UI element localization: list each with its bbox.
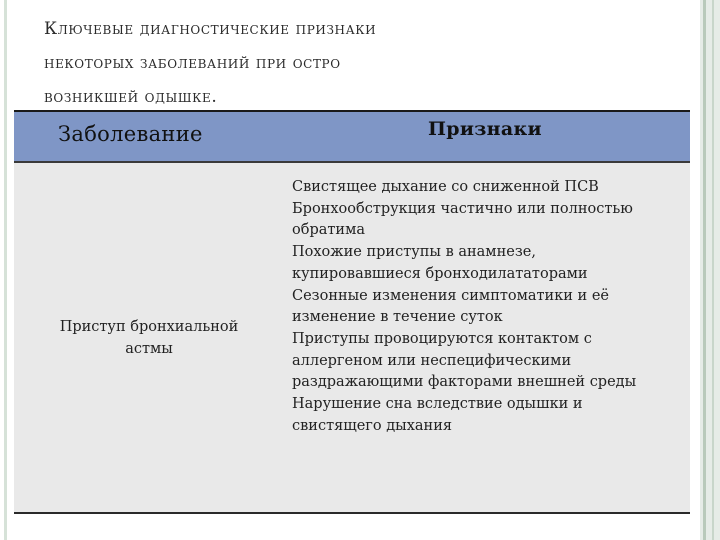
sign-line: аллергеном или неспецифическими: [292, 352, 572, 369]
diagnosis-table: [14, 110, 690, 514]
sign-line: купировавшиеся бронходилататорами: [292, 265, 588, 282]
table-header: [14, 110, 690, 163]
sign-line: Сезонные изменения симптоматики и её: [292, 287, 609, 304]
disease-name: Приступ бронхиальной астмы: [59, 318, 239, 357]
slide-frame-right: [692, 0, 720, 540]
signs-cell: [292, 177, 688, 437]
sign-line: Нарушение сна вследствие одышки и: [292, 396, 583, 413]
sign-line: раздражающими факторами внешней среды: [292, 374, 637, 391]
slide-title: [44, 12, 644, 114]
sign-line: Бронхообструкция частично или полностью: [292, 200, 633, 217]
title-line: возникшей одышке.: [44, 87, 218, 107]
header-signs: Признаки: [428, 118, 542, 140]
slide-frame-left: [4, 0, 7, 540]
header-disease: Заболевание: [58, 122, 203, 146]
sign-line: свистящего дыхания: [292, 417, 453, 434]
sign-line: изменение в течение суток: [292, 309, 503, 326]
sign-line: Приступы провоцируются контактом с: [292, 330, 592, 347]
sign-line: Похожие приступы в анамнезе,: [292, 244, 536, 261]
title-line: Ключевые диагностические признаки: [44, 19, 377, 39]
disease-cell: [14, 163, 284, 512]
title-line: некоторых заболеваний при остро: [44, 53, 341, 73]
sign-line: обратима: [292, 222, 365, 239]
sign-line: Свистящее дыхание со сниженной ПСВ: [292, 179, 599, 195]
table-row: [14, 163, 690, 514]
